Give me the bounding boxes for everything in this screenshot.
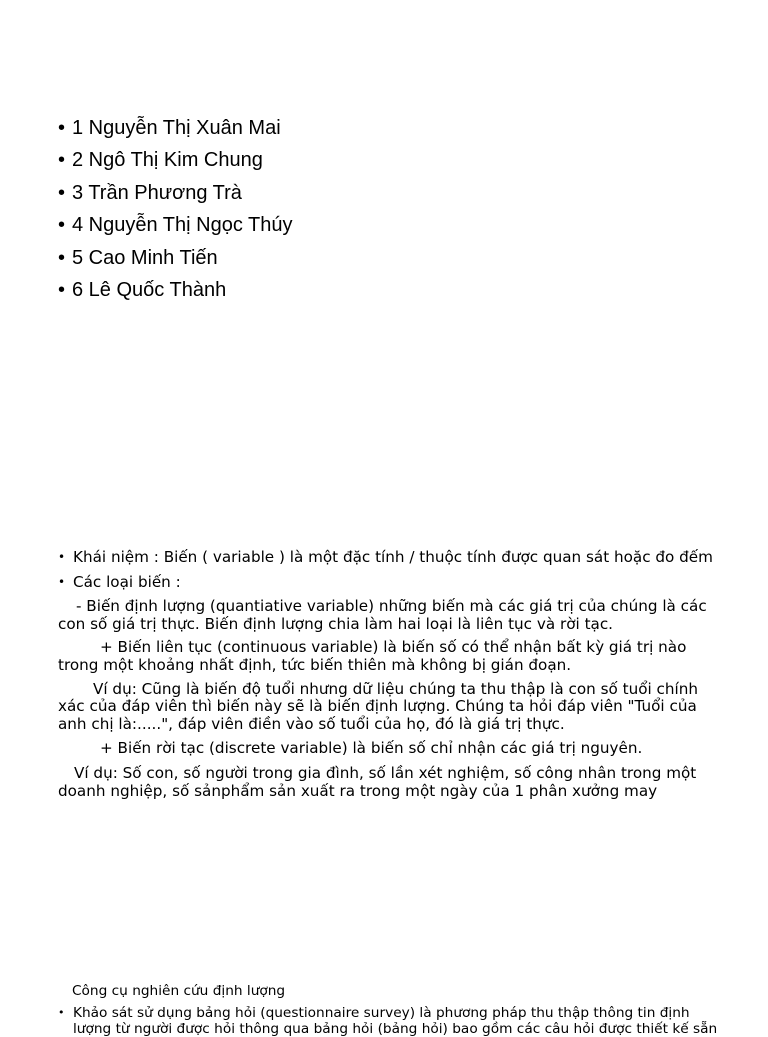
tools-heading: Công cụ nghiên cứu định lượng bbox=[72, 983, 286, 999]
survey-bullet: • Khảo sát sử dụng bảng hỏi (questionnaire survey) là phương pháp thu thập thông tin định lượng từ người được hỏi thông qua bảng hỏi (bảng hỏi) bao gồm các câu hỏi được thiết kế sẵn bbox=[58, 1005, 722, 1037]
concept-bullet: • Khái niệm : Biến ( variable ) là một đặc tính / thuộc tính được quan sát hoặc đo đếm bbox=[58, 549, 718, 567]
member-item: • 1 Nguyễn Thị Xuân Mai bbox=[58, 112, 738, 144]
member-item: • 3 Trần Phương Trà bbox=[58, 177, 738, 209]
discrete-example: Ví dụ: Số con, số người trong gia đình, số lần xét nghiệm, số công nhân trong một doanh nghiệp, số sảnphẩm sản xuất ra trong một ngày của 1 phân xưởng may bbox=[58, 763, 697, 800]
discrete-paragraph: + Biến rời tạc (discrete variable) là biến số chỉ nhận các giá trị nguyên. bbox=[100, 739, 643, 758]
variable-content bbox=[58, 549, 718, 800]
types-heading: • Các loại biến : bbox=[58, 574, 718, 592]
tools-content bbox=[58, 1005, 722, 1037]
quantitative-paragraph: - Biến định lượng (quantiative variable) những biến mà các giá trị của chúng là các con số giá trị thực. Biến định lượng chia làm hai loại là liên tục và rời tạc. bbox=[58, 597, 707, 633]
member-item: • 4 Nguyễn Thị Ngọc Thúy bbox=[58, 209, 738, 241]
member-item: • 6 Lê Quốc Thành bbox=[58, 274, 738, 306]
member-list bbox=[58, 112, 738, 306]
continuous-example: Ví dụ: Cũng là biến độ tuổi nhưng dữ liệu chúng ta thu thập là con số tuổi chính xác của đáp viên thì biến này sẽ là biến định lượng. Chúng ta hỏi đáp viên "Tuổi của anh chị là:.....", đáp viên điền vào số tuổi của họ, đó là giá trị thực. bbox=[58, 679, 698, 733]
continuous-paragraph: + Biến liên tục (continuous variable) là biến số có thể nhận bất kỳ giá trị nào trong một khoảng nhất định, tức biến thiên mà không bị gián đoạn. bbox=[58, 638, 687, 674]
member-item: • 2 Ngô Thị Kim Chung bbox=[58, 144, 738, 176]
member-item: • 5 Cao Minh Tiến bbox=[58, 242, 738, 274]
